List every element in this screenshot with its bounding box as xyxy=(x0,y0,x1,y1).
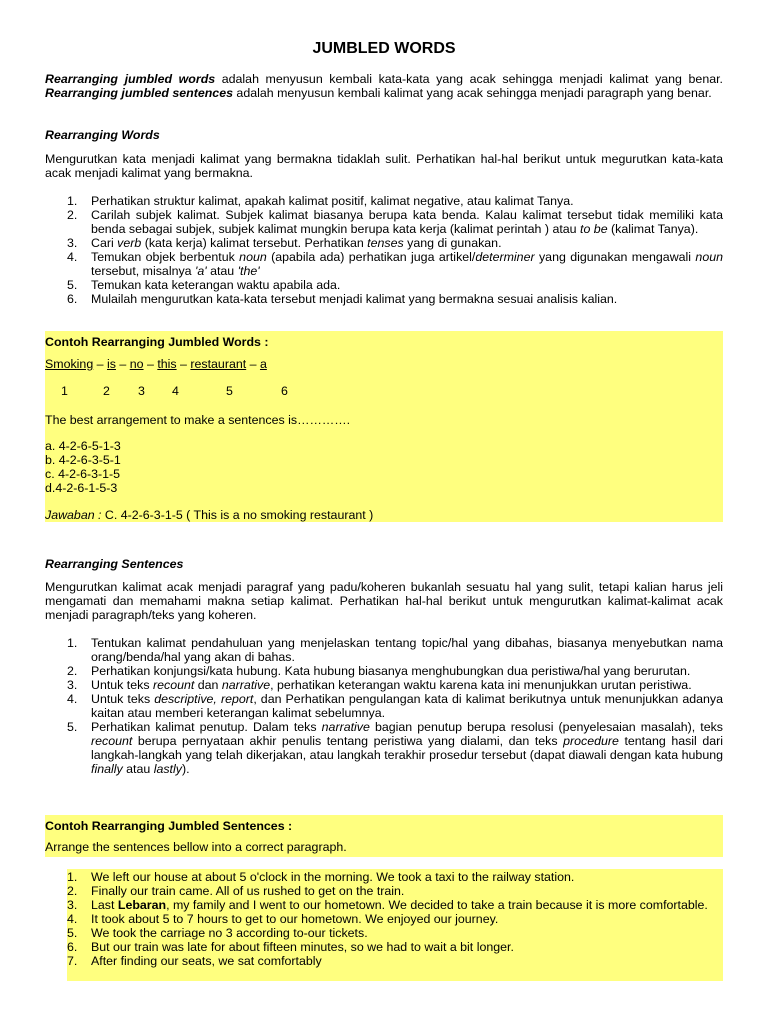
list-item-text: atau xyxy=(122,762,154,776)
jumbled-word: this xyxy=(157,357,177,371)
word-number: 5 xyxy=(226,384,233,398)
list-item-number: 4. xyxy=(67,912,78,926)
word-number: 4 xyxy=(172,384,179,398)
list-item-text: procedure xyxy=(563,734,619,748)
list-item-text: to be xyxy=(580,222,608,236)
list-item-text: Untuk teks xyxy=(91,678,153,692)
words-steps-list xyxy=(45,194,723,306)
word-separator: – xyxy=(143,357,158,371)
list-item-text: Perhatikan struktur kalimat, apakah kalimat positif, kalimat negative, atau kalimat Tanya. xyxy=(91,194,574,208)
list-item xyxy=(45,926,723,940)
list-item-text: narrative xyxy=(221,678,271,692)
list-item-text: Last xyxy=(91,898,118,912)
list-item-text: recount xyxy=(91,734,133,748)
list-item-text: dan xyxy=(194,678,222,692)
list-item-text: Finally our train came. All of us rushed to get on the train. xyxy=(91,884,405,898)
list-item-text: verb xyxy=(117,236,142,250)
list-item-number: 5. xyxy=(67,278,78,292)
sentences-example-header-box xyxy=(45,815,723,857)
list-item-text: Tentukan kalimat pendahuluan yang menjelaskan tentang topic/hal yang dibahas, biasanya menyebutkan nama orang/benda/hal yang akan di bahas. xyxy=(91,636,723,664)
option-a: a. 4-2-6-5-1-3 xyxy=(45,439,121,453)
words-paragraph: Mengurutkan kata menjadi kalimat yang bermakna tidaklah sulit. Perhatikan hal-hal berikut untuk megurutkan kata-kata acak menjadi kalimat yang bermakna. xyxy=(45,152,723,180)
word-number: 1 xyxy=(61,384,68,398)
list-item-text: tentang hasil dari langkah-langkah yang telah dikerjakan, atau langkah terakhir prosedur tersebut (dapat diawali dengan kata hubung xyxy=(91,734,723,762)
list-item xyxy=(45,278,723,292)
jumbled-word: Smoking xyxy=(45,357,94,371)
list-item-number: 3. xyxy=(67,678,78,692)
list-item-text: After finding our seats, we sat comfortably xyxy=(91,954,322,968)
list-item-text: Perhatikan konjungsi/kata hubung. Kata hubung biasanya menghubungkan dua peristiwa/hal yang berurutan. xyxy=(91,664,691,678)
list-item-text: But our train was late for about fifteen minutes, so we had to wait a bit longer. xyxy=(91,940,514,954)
list-item-text: tenses xyxy=(367,236,404,250)
list-item-text: bagian penutup berupa resolusi (penyelesaian masalah), teks xyxy=(369,720,723,734)
list-item xyxy=(45,912,723,926)
list-item-number: 2. xyxy=(67,664,78,678)
list-item xyxy=(45,678,723,692)
list-item-text: (kalimat Tanya). xyxy=(607,222,699,236)
sentences-instruction: Arrange the sentences bellow into a correct paragraph. xyxy=(45,840,347,854)
intro-text-1: adalah menyusun kembali kata-kata yang acak sehingga menjadi kalimat yang benar. xyxy=(215,72,723,86)
list-item-number: 6. xyxy=(67,292,78,306)
list-item-text: tersebut, misalnya xyxy=(91,264,195,278)
list-item-text: We left our house at about 5 o'clock in the morning. We took a taxi to the railway station. xyxy=(91,870,575,884)
list-item-text: recount xyxy=(152,678,195,692)
list-item xyxy=(45,870,723,884)
list-item-text: yang digunakan mengawali xyxy=(534,250,696,264)
list-item-number: 1. xyxy=(67,636,78,650)
list-item-text: , my family and I went to our hometown. We decided to take a train because it is more comfortable. xyxy=(166,898,708,912)
words-question: The best arrangement to make a sentences is…………. xyxy=(45,413,351,427)
list-item-text: lastly xyxy=(153,762,182,776)
list-item xyxy=(45,692,723,720)
option-b: b. 4-2-6-3-5-1 xyxy=(45,453,121,467)
list-item-number: 3. xyxy=(67,898,78,912)
answer-text: C. 4-2-6-3-1-5 ( This is a no smoking restaurant ) xyxy=(101,508,374,522)
word-numbers-line xyxy=(45,384,723,398)
list-item-text: Untuk teks xyxy=(91,692,155,706)
list-item-number: 4. xyxy=(67,692,78,706)
list-item xyxy=(45,194,723,208)
list-item-number: 5. xyxy=(67,926,78,940)
list-item-text: Lebaran xyxy=(117,898,167,912)
word-number: 3 xyxy=(138,384,145,398)
list-item xyxy=(45,664,723,678)
list-item xyxy=(45,636,723,664)
list-item-number: 3. xyxy=(67,236,78,250)
jumbled-sentences-list xyxy=(45,870,723,968)
list-item xyxy=(45,250,723,278)
list-item-number: 1. xyxy=(67,870,78,884)
answer-label: Jawaban : xyxy=(45,508,102,522)
list-item-text: narrative xyxy=(321,720,370,734)
sentences-example-heading: Contoh Rearranging Jumbled Sentences : xyxy=(45,819,293,833)
option-c: c. 4-2-6-3-1-5 xyxy=(45,467,121,481)
words-answer xyxy=(45,508,373,522)
list-item-number: 4. xyxy=(67,250,78,264)
heading-rearranging-sentences: Rearranging Sentences xyxy=(45,557,184,571)
words-example-heading: Contoh Rearranging Jumbled Words : xyxy=(45,335,269,349)
list-item-number: 1. xyxy=(67,194,78,208)
list-item-text: noun xyxy=(239,250,267,264)
list-item-number: 2. xyxy=(67,884,78,898)
word-separator: – xyxy=(246,357,260,371)
list-item-text: 'a' xyxy=(195,264,207,278)
list-item-text: report xyxy=(220,692,254,706)
list-item-text: (kata kerja) kalimat tersebut. Perhatikan xyxy=(141,236,368,250)
list-item-text: Temukan kata keterangan waktu apabila ada. xyxy=(91,278,341,292)
list-item-text: determiner xyxy=(475,250,535,264)
jumbled-word: restaurant xyxy=(190,357,247,371)
words-example-box xyxy=(45,331,723,522)
intro-text-2: adalah menyusun kembali kalimat yang acak sehingga menjadi paragraph yang benar. xyxy=(232,86,712,100)
list-item-number: 6. xyxy=(67,940,78,954)
list-item-text: , perhatikan keterangan waktu karena kata ini menunjukkan urutan peristiwa. xyxy=(270,678,692,692)
list-item xyxy=(45,954,723,968)
word-number: 2 xyxy=(103,384,110,398)
list-item-text: Mulailah mengurutkan kata-kata tersebut menjadi kalimat yang bermakna sesuai analisis kalian. xyxy=(91,292,618,306)
list-item xyxy=(45,236,723,250)
list-item-text: finally xyxy=(91,762,123,776)
list-item xyxy=(45,940,723,954)
sentences-steps-list xyxy=(45,636,723,776)
word-separator: – xyxy=(176,357,191,371)
list-item-text: It took about 5 to 7 hours to get to our hometown. We enjoyed our journey. xyxy=(91,912,499,926)
document-title: JUMBLED WORDS xyxy=(312,40,456,57)
list-item-text: atau xyxy=(206,264,238,278)
sentences-paragraph: Mengurutkan kalimat acak menjadi paragraf yang padu/koheren bukanlah sesuatu hal yang sulit, tetapi kalian harus jeli mengamati dan memahami makna setiap kalimat. Perhatikan hal-hal berikut untuk mengurutkan kalimat-kalimat acak menjadi paragraph/teks yang koheren. xyxy=(45,580,723,622)
list-item-number: 7. xyxy=(67,954,78,968)
term-jumbled-sentences: Rearranging jumbled sentences xyxy=(45,86,233,100)
word-separator: – xyxy=(115,357,130,371)
list-item-text: berupa pernyataan akhir penulis tentang peristiwa yang dialami, dan teks xyxy=(132,734,564,748)
list-item-text: Temukan objek berbentuk xyxy=(91,250,240,264)
list-item-text: 'the' xyxy=(237,264,260,278)
list-item-text: Perhatikan kalimat penutup. Dalam teks xyxy=(91,720,322,734)
jumbled-word: no xyxy=(129,357,144,371)
list-item-text: noun xyxy=(695,250,723,264)
list-item xyxy=(45,898,723,912)
list-item-text: Carilah subjek kalimat. Subjek kalimat biasanya berupa kata benda. Kalau kalimat tersebut tidak memiliki kata benda sebagai subjek, subjek kalimat mungkin berupa kata kerja (kalimat perintah ) atau xyxy=(91,208,723,236)
list-item-text: ). xyxy=(181,762,190,776)
list-item xyxy=(45,292,723,306)
heading-rearranging-words: Rearranging Words xyxy=(45,128,160,142)
list-item xyxy=(45,884,723,898)
list-item xyxy=(45,720,723,776)
term-jumbled-words: Rearranging jumbled words xyxy=(45,72,216,86)
list-item-text: , dan Perhatikan pengulangan kata di kalimat berikutnya untuk menunjukkan adanya kaitan atau memberi keterangan kalimat sebelumnya. xyxy=(91,692,723,720)
list-item xyxy=(45,208,723,236)
list-item-text: (apabila ada) perhatikan juga artikel/ xyxy=(266,250,476,264)
list-item-text: Cari xyxy=(91,236,118,250)
jumbled-word: is xyxy=(107,357,116,371)
list-item-text: descriptive, xyxy=(154,692,217,706)
list-item-text: We took the carriage no 3 according to-our tickets. xyxy=(91,926,368,940)
list-item-number: 2. xyxy=(67,208,78,222)
word-number: 6 xyxy=(281,384,288,398)
jumbled-word: a xyxy=(259,357,267,371)
word-separator: – xyxy=(93,357,107,371)
option-d: d.4-2-6-1-5-3 xyxy=(45,481,118,495)
intro-paragraph xyxy=(45,72,723,100)
jumbled-words-line xyxy=(45,357,267,371)
list-item-text: yang di gunakan. xyxy=(403,236,502,250)
list-item-number: 5. xyxy=(67,720,78,734)
